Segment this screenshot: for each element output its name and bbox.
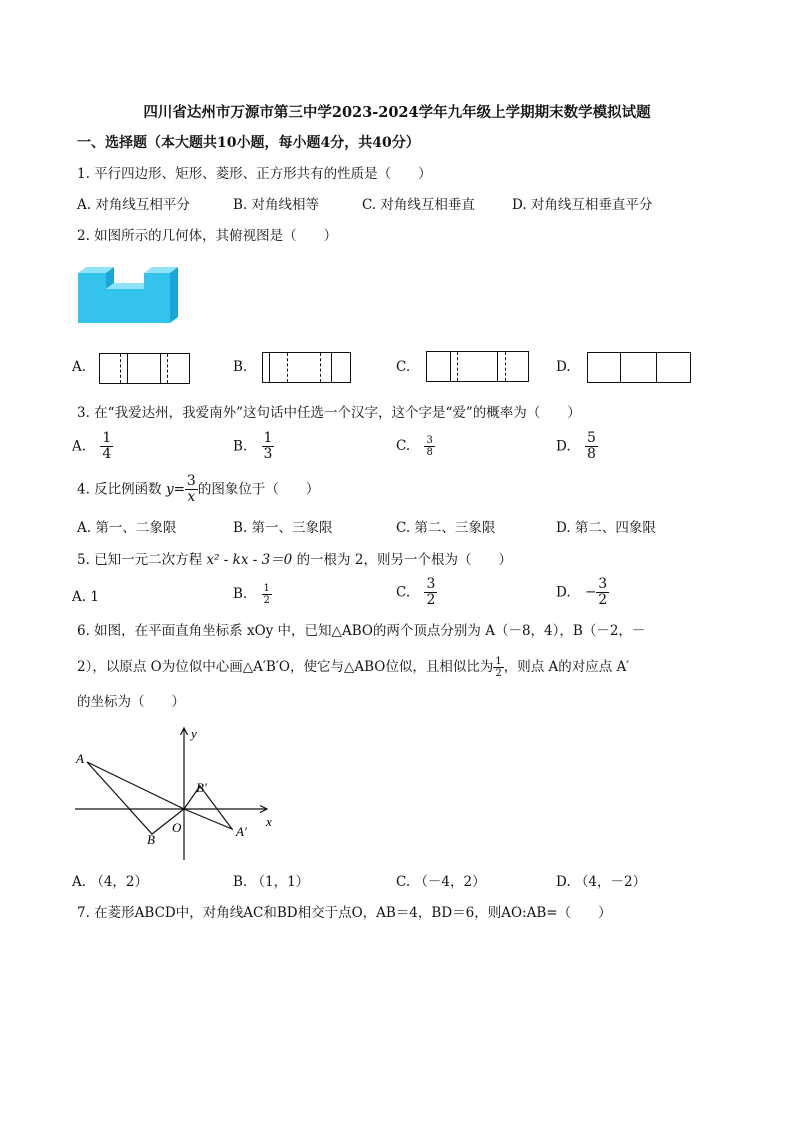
q4-stem-pre: 4. 反比例函数 (77, 481, 162, 498)
q5-option-d (556, 577, 609, 609)
frac-denominator: 4 (102, 446, 112, 463)
label-A: A (76, 751, 84, 766)
q6-option-d: D. （4，－2） (556, 874, 647, 890)
label-B-prime: B′ (196, 780, 207, 795)
q5-equation: x² - kx - 3＝0 (206, 552, 293, 568)
q3-option-d (556, 431, 598, 463)
q3-option-a-fraction (100, 431, 113, 463)
q4-option-c: C. 第二、三象限 (396, 520, 496, 536)
label-B: B (147, 832, 155, 847)
label-O: O (172, 820, 182, 835)
triangle-ABO (87, 762, 184, 834)
q6-line2 (77, 656, 629, 679)
q1-stem: 1. 平行四边形、矩形、菱形、正方形共有的性质是（ ） (77, 166, 432, 182)
label-x: x (266, 814, 272, 829)
frac-numerator: 5 (586, 430, 596, 446)
q2-option-b-label: B. (233, 359, 248, 375)
q1-option-d: D. 对角线互相垂直平分 (512, 197, 653, 213)
q5-stem (77, 552, 512, 568)
solid-side (170, 267, 178, 323)
frac-denominator: 8 (586, 446, 596, 463)
frac-numerator: 3 (186, 473, 196, 489)
solid-front (78, 273, 170, 323)
q3-option-c-label: C. (396, 438, 411, 454)
q2-stem: 2. 如图所示的几何体，其俯视图是（ ） (77, 228, 338, 244)
q4-option-b: B. 第一、三象限 (233, 520, 333, 536)
label-A-prime: A′ (236, 824, 247, 839)
q6-line2-post: ，则点 A的对应点 A′ (503, 659, 630, 675)
q2-option-c-figure (426, 351, 529, 382)
frac-numerator: 3 (426, 435, 433, 446)
q5-option-b (233, 583, 272, 606)
q4-func-eq: = (173, 481, 185, 498)
label-y: y (191, 726, 197, 741)
q1-option-c: C. 对角线互相垂直 (362, 197, 475, 213)
q5-option-b-label: B. (233, 586, 248, 602)
q6-line3: 的坐标为（ ） (77, 694, 185, 710)
q7-stem: 7. 在菱形ABCD中，对角线AC和BD相交于点O，AB＝4，BD＝6，则AO:AB=（ ） (77, 905, 612, 921)
frac-denominator: 2 (426, 592, 436, 609)
q3-option-c (396, 435, 435, 458)
q3-stem: 3. 在“我爱达州，我爱南外”这句话中任选一个汉字，这个字是“爱”的概率为（ ） (77, 405, 581, 421)
frac-numerator: 1 (102, 430, 112, 446)
q6-option-b: B. （1，1） (233, 874, 310, 890)
q3-option-d-fraction (585, 431, 598, 463)
q3-option-d-label: D. (556, 438, 571, 455)
q4-func-var: y (165, 481, 174, 498)
q5-option-d-label: D. (556, 584, 571, 601)
q1-option-a: A. 对角线互相平分 (77, 197, 190, 213)
q3-option-c-fraction (424, 435, 434, 458)
q2-option-a-figure (99, 353, 190, 384)
frac-denominator: 2 (263, 595, 270, 606)
frac-numerator: 1 (263, 430, 273, 446)
frac-denominator: 8 (426, 447, 433, 458)
frac-numerator: 1 (495, 656, 502, 667)
q2-option-d-figure (587, 352, 691, 383)
q2-option-b-figure (262, 352, 351, 383)
q6-line1: 6. 如图，在平面直角坐标系 xOy 中，已知△ABO的两个顶点分别为 A（－8，4），B（－2，－ (77, 623, 646, 639)
q3-option-b-fraction (262, 431, 275, 463)
q6-option-c: C. （－4，2） (396, 874, 486, 890)
q4-func-fraction (185, 474, 198, 506)
q4-stem-post: 的图象位于（ ） (197, 481, 320, 498)
q6-line2-pre: 2），以原点 O为位似中心画△A′B′O，使它与△ABO位似，且相似比为 (77, 659, 494, 675)
q5-option-d-sign: − (584, 584, 597, 601)
frac-numerator: 1 (263, 583, 270, 594)
q5-stem-pre: 5. 已知一元二次方程 (77, 552, 203, 568)
q4-option-a: A. 第一、二象限 (77, 520, 177, 536)
q5-option-a: A. 1 (72, 589, 99, 605)
frac-denominator: x (187, 489, 196, 506)
page-title: 四川省达州市万源市第三中学2023-2024学年九年级上学期期末数学模拟试题 (143, 104, 651, 121)
q6-coordinate-figure (70, 722, 290, 864)
q6-ratio-fraction (493, 656, 503, 679)
q2-option-a-label: A. (72, 359, 87, 375)
q4-stem (77, 474, 319, 506)
frac-denominator: 2 (598, 592, 608, 609)
q3-option-b-label: B. (233, 438, 248, 455)
q2-option-c-label: C. (396, 359, 411, 375)
section-heading: 一、选择题（本大题共10小题，每小题4分，共40分） (77, 135, 420, 151)
q4-option-d: D. 第二、四象限 (556, 520, 656, 536)
q5-option-c (396, 577, 437, 609)
frac-numerator: 3 (598, 576, 608, 592)
q3-option-b (233, 431, 274, 463)
q5-option-b-fraction (262, 583, 272, 606)
q3-option-a (72, 431, 113, 463)
q5-option-c-fraction (424, 577, 437, 609)
q5-stem-post: 的一根为 2，则另一个根为（ ） (296, 552, 512, 568)
frac-numerator: 3 (426, 576, 436, 592)
q5-option-d-fraction (596, 577, 609, 609)
frac-denominator: 3 (263, 446, 273, 463)
frac-denominator: 2 (495, 668, 502, 679)
q1-option-b: B. 对角线相等 (233, 197, 320, 213)
q2-solid-figure (76, 265, 180, 327)
q5-option-c-label: C. (396, 584, 411, 601)
q3-option-a-label: A. (72, 438, 87, 455)
triangle-A1B1O (184, 786, 232, 829)
q6-option-a: A. （4，2） (72, 874, 149, 890)
q2-option-d-label: D. (556, 359, 571, 375)
